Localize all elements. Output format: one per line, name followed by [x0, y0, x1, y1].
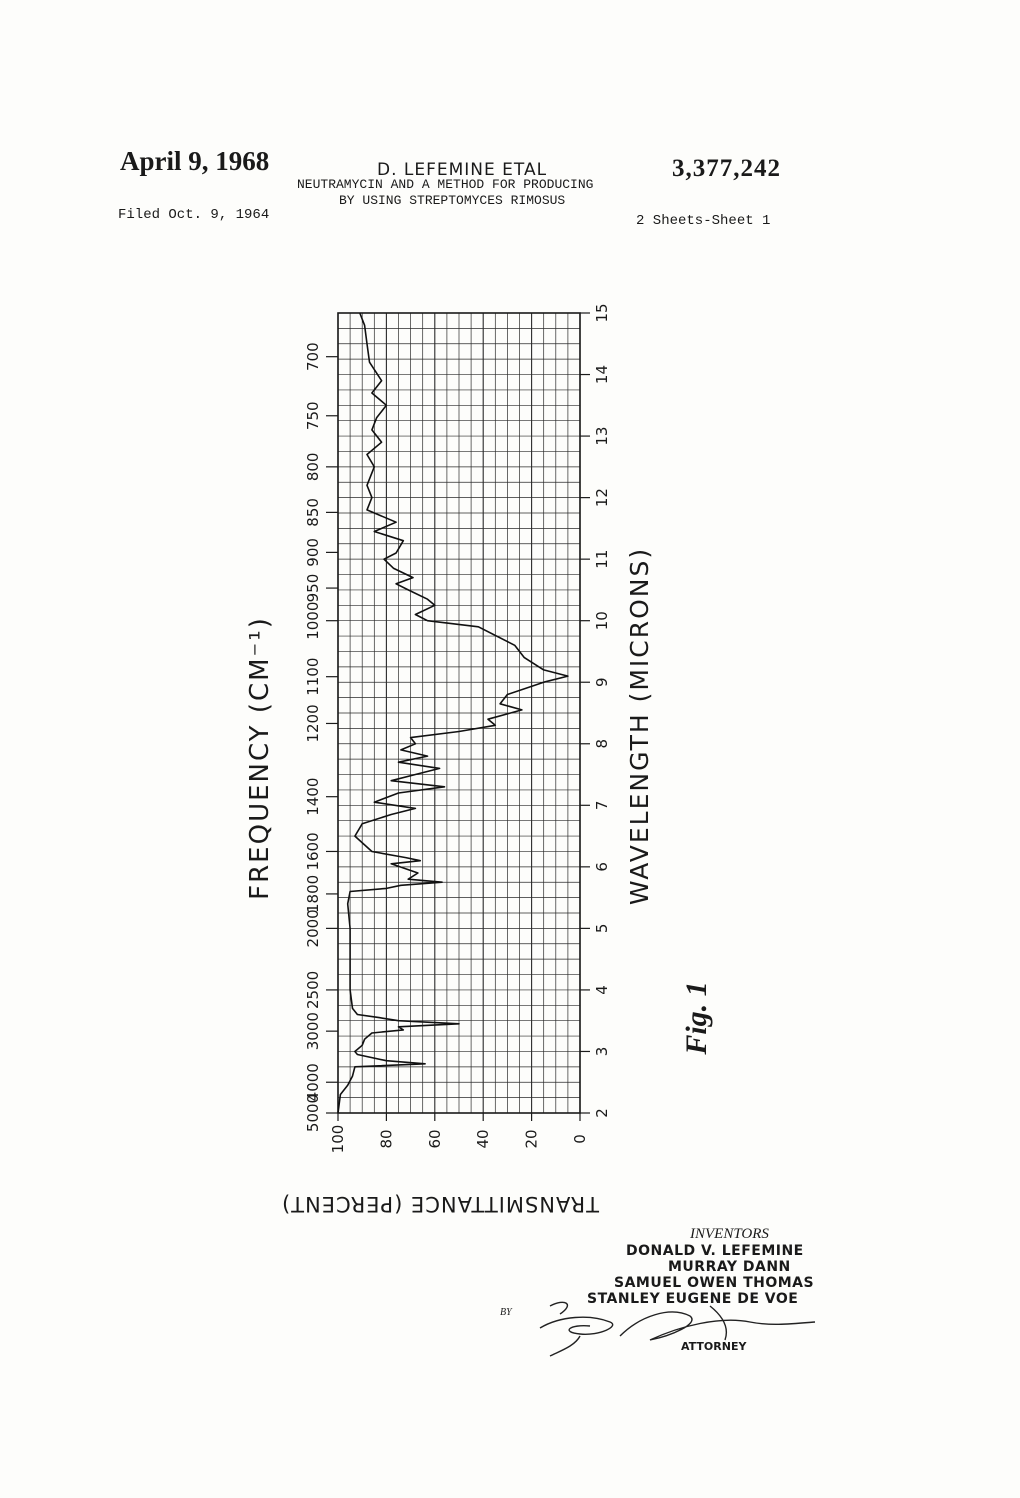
transmittance-tick-label: 60 — [425, 1129, 444, 1149]
frequency-tick-label: 1400 — [304, 777, 322, 816]
patent-title-line-1: NEUTRAMYCIN AND A METHOD FOR PRODUCING — [297, 177, 594, 192]
filed-date: Filed Oct. 9, 1964 — [118, 207, 270, 223]
frequency-tick-label: 2000 — [304, 909, 322, 948]
patent-number: 3,377,242 — [672, 155, 781, 182]
wavelength-tick-label: 4 — [593, 985, 611, 995]
transmittance-axis-label: TRANSMITTANCE (PERCENT) — [281, 1192, 599, 1216]
wavelength-ticks — [580, 303, 611, 1117]
frequency-tick-label: 1800 — [304, 874, 322, 914]
wavelength-tick-label: 3 — [593, 1046, 611, 1057]
inventor-name: SAMUEL OWEN THOMAS — [614, 1275, 815, 1291]
wavelength-tick-label: 14 — [593, 364, 611, 385]
wavelength-axis-label: WAVELENGTH (MICRONS) — [625, 546, 654, 906]
frequency-tick-label: 1200 — [304, 704, 322, 743]
wavelength-tick-label: 9 — [593, 677, 611, 688]
wavelength-tick-label: 11 — [593, 549, 611, 569]
patent-date: April 9, 1968 — [120, 146, 270, 176]
wavelength-tick-label: 15 — [593, 303, 611, 323]
wavelength-tick-label: 13 — [593, 426, 611, 446]
frequency-tick-label: 1100 — [304, 657, 322, 696]
frequency-tick-label: 900 — [304, 538, 322, 567]
frequency-tick-label: 700 — [304, 342, 322, 372]
frequency-tick-label: 1600 — [304, 832, 322, 871]
wavelength-tick-label: 8 — [593, 738, 611, 749]
patent-title-line-2: BY USING STREPTOMYCES RIMOSUS — [339, 193, 566, 208]
frequency-tick-label: 850 — [304, 498, 322, 527]
frequency-tick-label: 750 — [304, 401, 322, 431]
frequency-tick-label: 5000 — [304, 1093, 322, 1133]
transmittance-tick-label: 80 — [377, 1129, 396, 1149]
wavelength-tick-label: 6 — [593, 862, 611, 872]
inventor-short-name: D. LEFEMINE ETAL — [377, 160, 548, 180]
inventor-name: DONALD V. LEFEMINE — [626, 1243, 804, 1259]
frequency-tick-label: 800 — [304, 452, 322, 482]
transmittance-tick-label: 20 — [522, 1129, 541, 1149]
wavelength-tick-label: 10 — [593, 611, 611, 631]
figure-label: Fig. 1 — [680, 981, 713, 1055]
sheet-count: 2 Sheets-Sheet 1 — [636, 213, 771, 229]
transmittance-tick-label: 40 — [474, 1129, 493, 1149]
frequency-tick-label: 3000 — [304, 1012, 322, 1051]
inventor-name: MURRAY DANN — [668, 1259, 791, 1275]
frequency-axis-label: FREQUENCY (CM⁻¹) — [245, 616, 275, 900]
attorney-label: ATTORNEY — [681, 1340, 747, 1353]
inventor-name: STANLEY EUGENE DE VOE — [587, 1291, 799, 1307]
wavelength-tick-label: 12 — [593, 488, 611, 508]
inventors-heading: INVENTORS — [690, 1226, 769, 1242]
by-label: BY — [500, 1307, 512, 1318]
frequency-tick-label: 950 — [304, 573, 322, 603]
transmittance-tick-label: 0 — [571, 1134, 589, 1144]
wavelength-tick-label: 2 — [593, 1108, 611, 1118]
transmittance-ticks — [329, 1113, 589, 1153]
frequency-tick-label: 4000 — [304, 1063, 322, 1102]
wavelength-tick-label: 7 — [593, 800, 611, 811]
frequency-ticks — [304, 342, 338, 1132]
frequency-tick-label: 2500 — [304, 970, 322, 1010]
wavelength-tick-label: 5 — [593, 923, 611, 934]
transmittance-tick-label: 100 — [329, 1124, 347, 1154]
frequency-tick-label: 1000 — [304, 601, 322, 640]
attorney-signature — [520, 1296, 820, 1360]
